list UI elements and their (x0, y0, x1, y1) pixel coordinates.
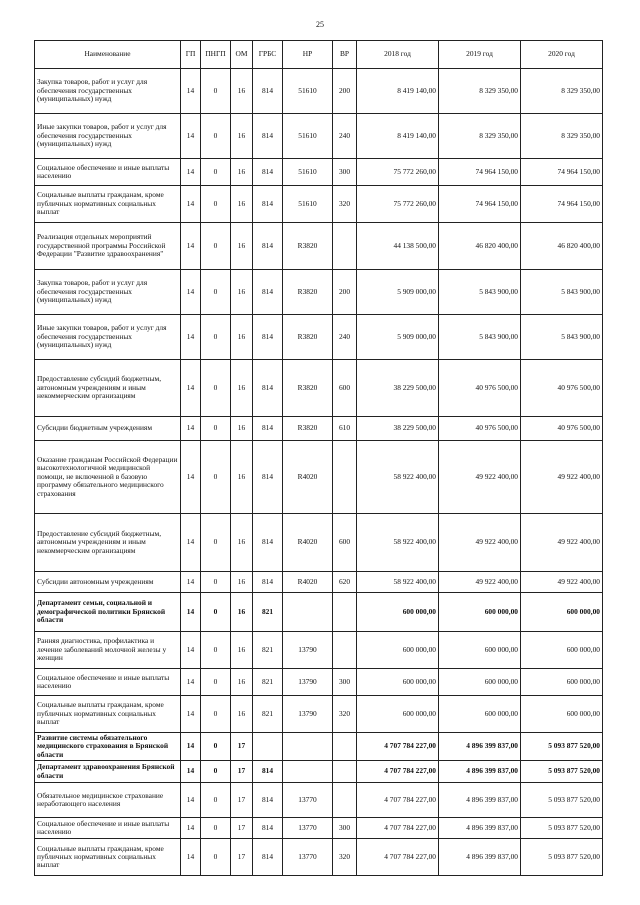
row-value-2019: 40 976 500,00 (439, 417, 521, 441)
row-value-2020: 5 093 877 520,00 (521, 839, 603, 876)
row-nr: 51610 (283, 186, 333, 223)
row-om: 16 (231, 223, 253, 270)
row-name: Обязательное медицинское страхование неработающего населения (35, 783, 181, 818)
row-pngp: 0 (201, 572, 231, 593)
row-om: 17 (231, 818, 253, 839)
row-value-2020: 5 093 877 520,00 (521, 783, 603, 818)
table-row (35, 186, 603, 223)
row-value-2018: 600 000,00 (357, 669, 439, 696)
table-row (35, 360, 603, 417)
row-nr: 13790 (283, 669, 333, 696)
row-value-2019: 74 964 150,00 (439, 159, 521, 186)
row-om: 17 (231, 733, 253, 761)
row-nr: R4020 (283, 441, 333, 514)
row-name: Закупка товаров, работ и услуг для обеспечения государственных (муниципальных) нужд (35, 270, 181, 315)
row-nr: 51610 (283, 159, 333, 186)
row-value-2018: 75 772 260,00 (357, 186, 439, 223)
table-row (35, 593, 603, 632)
row-value-2018: 8 419 140,00 (357, 69, 439, 114)
header-2018: 2018 год (357, 41, 439, 69)
table-row (35, 733, 603, 761)
row-value-2019: 40 976 500,00 (439, 360, 521, 417)
row-nr: R3820 (283, 270, 333, 315)
row-gp: 14 (181, 783, 201, 818)
row-pngp: 0 (201, 514, 231, 572)
header-grbs: ГРБС (253, 41, 283, 69)
row-value-2019: 5 843 900,00 (439, 315, 521, 360)
row-gp: 14 (181, 669, 201, 696)
row-vr: 600 (333, 514, 357, 572)
header-pngp: ПНГП (201, 41, 231, 69)
row-om: 16 (231, 632, 253, 669)
row-pngp: 0 (201, 669, 231, 696)
row-om: 16 (231, 114, 253, 159)
row-pngp: 0 (201, 839, 231, 876)
row-value-2019: 49 922 400,00 (439, 572, 521, 593)
row-nr: 51610 (283, 69, 333, 114)
row-value-2019: 600 000,00 (439, 696, 521, 733)
row-om: 16 (231, 441, 253, 514)
row-name: Департамент семьи, социальной и демографической политики Брянской области (35, 593, 181, 632)
table-row (35, 632, 603, 669)
header-2020: 2020 год (521, 41, 603, 69)
row-gp: 14 (181, 572, 201, 593)
row-value-2018: 4 707 784 227,00 (357, 839, 439, 876)
row-name: Ранняя диагностика, профилактика и лечение заболеваний молочной железы у женщин (35, 632, 181, 669)
row-name: Предоставление субсидий бюджетным, автономным учреждениям и иным некоммерческим организациям (35, 360, 181, 417)
row-pngp: 0 (201, 315, 231, 360)
row-value-2018: 44 138 500,00 (357, 223, 439, 270)
row-name: Субсидии бюджетным учреждениям (35, 417, 181, 441)
row-nr: R3820 (283, 315, 333, 360)
row-value-2020: 600 000,00 (521, 696, 603, 733)
row-grbs: 814 (253, 270, 283, 315)
row-value-2019: 74 964 150,00 (439, 186, 521, 223)
row-grbs: 821 (253, 696, 283, 733)
table-body (35, 69, 603, 876)
row-grbs: 814 (253, 783, 283, 818)
row-value-2020: 600 000,00 (521, 669, 603, 696)
row-om: 17 (231, 839, 253, 876)
row-value-2019: 4 896 399 837,00 (439, 783, 521, 818)
row-value-2018: 600 000,00 (357, 593, 439, 632)
row-nr: 13790 (283, 696, 333, 733)
row-value-2020: 49 922 400,00 (521, 572, 603, 593)
row-pngp: 0 (201, 186, 231, 223)
row-name: Субсидии автономным учреждениям (35, 572, 181, 593)
row-pngp: 0 (201, 441, 231, 514)
row-vr (333, 783, 357, 818)
table-row (35, 114, 603, 159)
row-value-2019: 49 922 400,00 (439, 514, 521, 572)
row-value-2018: 5 909 000,00 (357, 270, 439, 315)
row-value-2020: 74 964 150,00 (521, 186, 603, 223)
row-gp: 14 (181, 223, 201, 270)
row-om: 16 (231, 69, 253, 114)
table-row (35, 223, 603, 270)
row-gp: 14 (181, 632, 201, 669)
row-gp: 14 (181, 315, 201, 360)
row-value-2018: 38 229 500,00 (357, 360, 439, 417)
row-gp: 14 (181, 839, 201, 876)
row-nr: R4020 (283, 572, 333, 593)
table-row (35, 270, 603, 315)
row-gp: 14 (181, 441, 201, 514)
row-value-2018: 4 707 784 227,00 (357, 761, 439, 783)
row-value-2018: 58 922 400,00 (357, 514, 439, 572)
table-row (35, 441, 603, 514)
row-nr: 13790 (283, 632, 333, 669)
row-value-2018: 600 000,00 (357, 632, 439, 669)
row-gp: 14 (181, 69, 201, 114)
row-om: 16 (231, 360, 253, 417)
row-value-2020: 40 976 500,00 (521, 360, 603, 417)
row-vr: 240 (333, 315, 357, 360)
row-name: Социальные выплаты гражданам, кроме публичных нормативных социальных выплат (35, 696, 181, 733)
row-om: 16 (231, 186, 253, 223)
table-row (35, 783, 603, 818)
row-gp: 14 (181, 270, 201, 315)
row-om: 16 (231, 270, 253, 315)
row-nr: 13770 (283, 839, 333, 876)
budget-table (34, 40, 603, 876)
row-value-2019: 4 896 399 837,00 (439, 839, 521, 876)
row-value-2020: 46 820 400,00 (521, 223, 603, 270)
row-value-2019: 4 896 399 837,00 (439, 818, 521, 839)
row-grbs: 814 (253, 572, 283, 593)
row-value-2020: 5 093 877 520,00 (521, 733, 603, 761)
row-name: Социальные выплаты гражданам, кроме публичных нормативных социальных выплат (35, 186, 181, 223)
row-vr: 300 (333, 159, 357, 186)
row-pngp: 0 (201, 696, 231, 733)
row-value-2019: 46 820 400,00 (439, 223, 521, 270)
row-grbs: 814 (253, 761, 283, 783)
row-pngp: 0 (201, 114, 231, 159)
table-header-row (35, 41, 603, 69)
row-nr: 51610 (283, 114, 333, 159)
row-value-2019: 600 000,00 (439, 593, 521, 632)
header-om: ОМ (231, 41, 253, 69)
row-grbs: 814 (253, 159, 283, 186)
row-name: Социальное обеспечение и иные выплаты населению (35, 818, 181, 839)
row-gp: 14 (181, 761, 201, 783)
row-nr: R3820 (283, 223, 333, 270)
row-pngp: 0 (201, 360, 231, 417)
row-pngp: 0 (201, 69, 231, 114)
row-value-2020: 600 000,00 (521, 632, 603, 669)
row-nr (283, 733, 333, 761)
table-row (35, 69, 603, 114)
table-row (35, 417, 603, 441)
row-pngp: 0 (201, 223, 231, 270)
row-grbs: 814 (253, 315, 283, 360)
row-name: Департамент здравоохранения Брянской области (35, 761, 181, 783)
row-pngp: 0 (201, 417, 231, 441)
row-vr: 300 (333, 818, 357, 839)
row-vr: 600 (333, 360, 357, 417)
row-vr (333, 223, 357, 270)
row-gp: 14 (181, 733, 201, 761)
row-vr: 320 (333, 839, 357, 876)
row-grbs: 821 (253, 593, 283, 632)
table-row (35, 818, 603, 839)
row-value-2020: 74 964 150,00 (521, 159, 603, 186)
row-vr: 300 (333, 669, 357, 696)
row-vr: 200 (333, 270, 357, 315)
row-pngp: 0 (201, 593, 231, 632)
row-grbs: 821 (253, 632, 283, 669)
row-vr (333, 593, 357, 632)
row-pngp: 0 (201, 632, 231, 669)
row-value-2020: 49 922 400,00 (521, 441, 603, 514)
row-vr (333, 761, 357, 783)
row-value-2019: 8 329 350,00 (439, 114, 521, 159)
row-vr: 610 (333, 417, 357, 441)
row-pngp: 0 (201, 159, 231, 186)
row-value-2020: 5 093 877 520,00 (521, 818, 603, 839)
row-om: 17 (231, 783, 253, 818)
header-2019: 2019 год (439, 41, 521, 69)
row-grbs: 814 (253, 514, 283, 572)
table-row (35, 572, 603, 593)
row-pngp: 0 (201, 733, 231, 761)
row-value-2019: 600 000,00 (439, 632, 521, 669)
row-value-2018: 600 000,00 (357, 696, 439, 733)
header-vr: ВР (333, 41, 357, 69)
row-name: Реализация отдельных мероприятий государственной программы Российской Федерации "Развитие здравоохранения" (35, 223, 181, 270)
row-gp: 14 (181, 186, 201, 223)
row-nr (283, 761, 333, 783)
row-grbs: 814 (253, 114, 283, 159)
row-gp: 14 (181, 696, 201, 733)
row-name: Социальное обеспечение и иные выплаты населению (35, 159, 181, 186)
row-value-2019: 600 000,00 (439, 669, 521, 696)
row-value-2018: 4 707 784 227,00 (357, 733, 439, 761)
table-row (35, 696, 603, 733)
row-grbs: 814 (253, 69, 283, 114)
row-value-2019: 4 896 399 837,00 (439, 733, 521, 761)
table-row (35, 669, 603, 696)
row-value-2018: 8 419 140,00 (357, 114, 439, 159)
row-value-2018: 4 707 784 227,00 (357, 818, 439, 839)
row-name: Предоставление субсидий бюджетным, автономным учреждениям и иным некоммерческим организациям (35, 514, 181, 572)
table-row (35, 315, 603, 360)
row-vr: 200 (333, 69, 357, 114)
row-grbs: 814 (253, 223, 283, 270)
table-row (35, 839, 603, 876)
row-value-2018: 38 229 500,00 (357, 417, 439, 441)
row-vr: 320 (333, 186, 357, 223)
row-value-2020: 40 976 500,00 (521, 417, 603, 441)
row-om: 16 (231, 593, 253, 632)
row-nr: R3820 (283, 417, 333, 441)
row-pngp: 0 (201, 818, 231, 839)
row-name: Развитие системы обязательного медицинского страхования в Брянской области (35, 733, 181, 761)
row-value-2020: 5 843 900,00 (521, 315, 603, 360)
row-name: Оказание гражданам Российской Федерации высокотехнологичной медицинской помощи, не включенной в базовую программу обязательного медицинского страхования (35, 441, 181, 514)
row-value-2020: 8 329 350,00 (521, 114, 603, 159)
row-value-2020: 5 843 900,00 (521, 270, 603, 315)
row-grbs: 814 (253, 417, 283, 441)
row-name: Иные закупки товаров, работ и услуг для обеспечения государственных (муниципальных) нужд (35, 315, 181, 360)
row-name: Социальные выплаты гражданам, кроме публичных нормативных социальных выплат (35, 839, 181, 876)
header-gp: ГП (181, 41, 201, 69)
row-gp: 14 (181, 417, 201, 441)
row-grbs (253, 733, 283, 761)
row-value-2020: 8 329 350,00 (521, 69, 603, 114)
row-nr (283, 593, 333, 632)
row-gp: 14 (181, 593, 201, 632)
row-grbs: 814 (253, 441, 283, 514)
row-nr: 13770 (283, 783, 333, 818)
row-om: 17 (231, 761, 253, 783)
row-pngp: 0 (201, 783, 231, 818)
row-nr: R4020 (283, 514, 333, 572)
row-name: Закупка товаров, работ и услуг для обеспечения государственных (муниципальных) нужд (35, 69, 181, 114)
row-nr: 13770 (283, 818, 333, 839)
table-row (35, 514, 603, 572)
row-vr (333, 733, 357, 761)
row-pngp: 0 (201, 761, 231, 783)
row-value-2018: 58 922 400,00 (357, 572, 439, 593)
row-om: 16 (231, 669, 253, 696)
row-pngp: 0 (201, 270, 231, 315)
row-value-2018: 75 772 260,00 (357, 159, 439, 186)
row-value-2019: 4 896 399 837,00 (439, 761, 521, 783)
row-gp: 14 (181, 159, 201, 186)
row-vr: 320 (333, 696, 357, 733)
row-grbs: 814 (253, 186, 283, 223)
row-om: 16 (231, 159, 253, 186)
row-nr: R3820 (283, 360, 333, 417)
row-om: 16 (231, 572, 253, 593)
row-grbs: 814 (253, 360, 283, 417)
row-vr: 240 (333, 114, 357, 159)
row-value-2019: 5 843 900,00 (439, 270, 521, 315)
row-grbs: 814 (253, 818, 283, 839)
row-value-2018: 5 909 000,00 (357, 315, 439, 360)
row-name: Иные закупки товаров, работ и услуг для обеспечения государственных (муниципальных) нужд (35, 114, 181, 159)
page-number: 25 (316, 20, 324, 29)
row-value-2019: 49 922 400,00 (439, 441, 521, 514)
row-name: Социальное обеспечение и иные выплаты населению (35, 669, 181, 696)
row-gp: 14 (181, 818, 201, 839)
row-om: 16 (231, 315, 253, 360)
row-gp: 14 (181, 114, 201, 159)
row-vr (333, 632, 357, 669)
row-om: 16 (231, 417, 253, 441)
row-value-2019: 8 329 350,00 (439, 69, 521, 114)
row-value-2018: 4 707 784 227,00 (357, 783, 439, 818)
row-gp: 14 (181, 514, 201, 572)
header-name: Наименование (35, 41, 181, 69)
row-value-2020: 49 922 400,00 (521, 514, 603, 572)
row-value-2020: 5 093 877 520,00 (521, 761, 603, 783)
row-grbs: 821 (253, 669, 283, 696)
row-value-2020: 600 000,00 (521, 593, 603, 632)
row-value-2018: 58 922 400,00 (357, 441, 439, 514)
row-gp: 14 (181, 360, 201, 417)
table-row (35, 159, 603, 186)
row-grbs: 814 (253, 839, 283, 876)
row-vr (333, 441, 357, 514)
table-row (35, 761, 603, 783)
row-vr: 620 (333, 572, 357, 593)
row-om: 16 (231, 696, 253, 733)
header-nr: НР (283, 41, 333, 69)
row-om: 16 (231, 514, 253, 572)
